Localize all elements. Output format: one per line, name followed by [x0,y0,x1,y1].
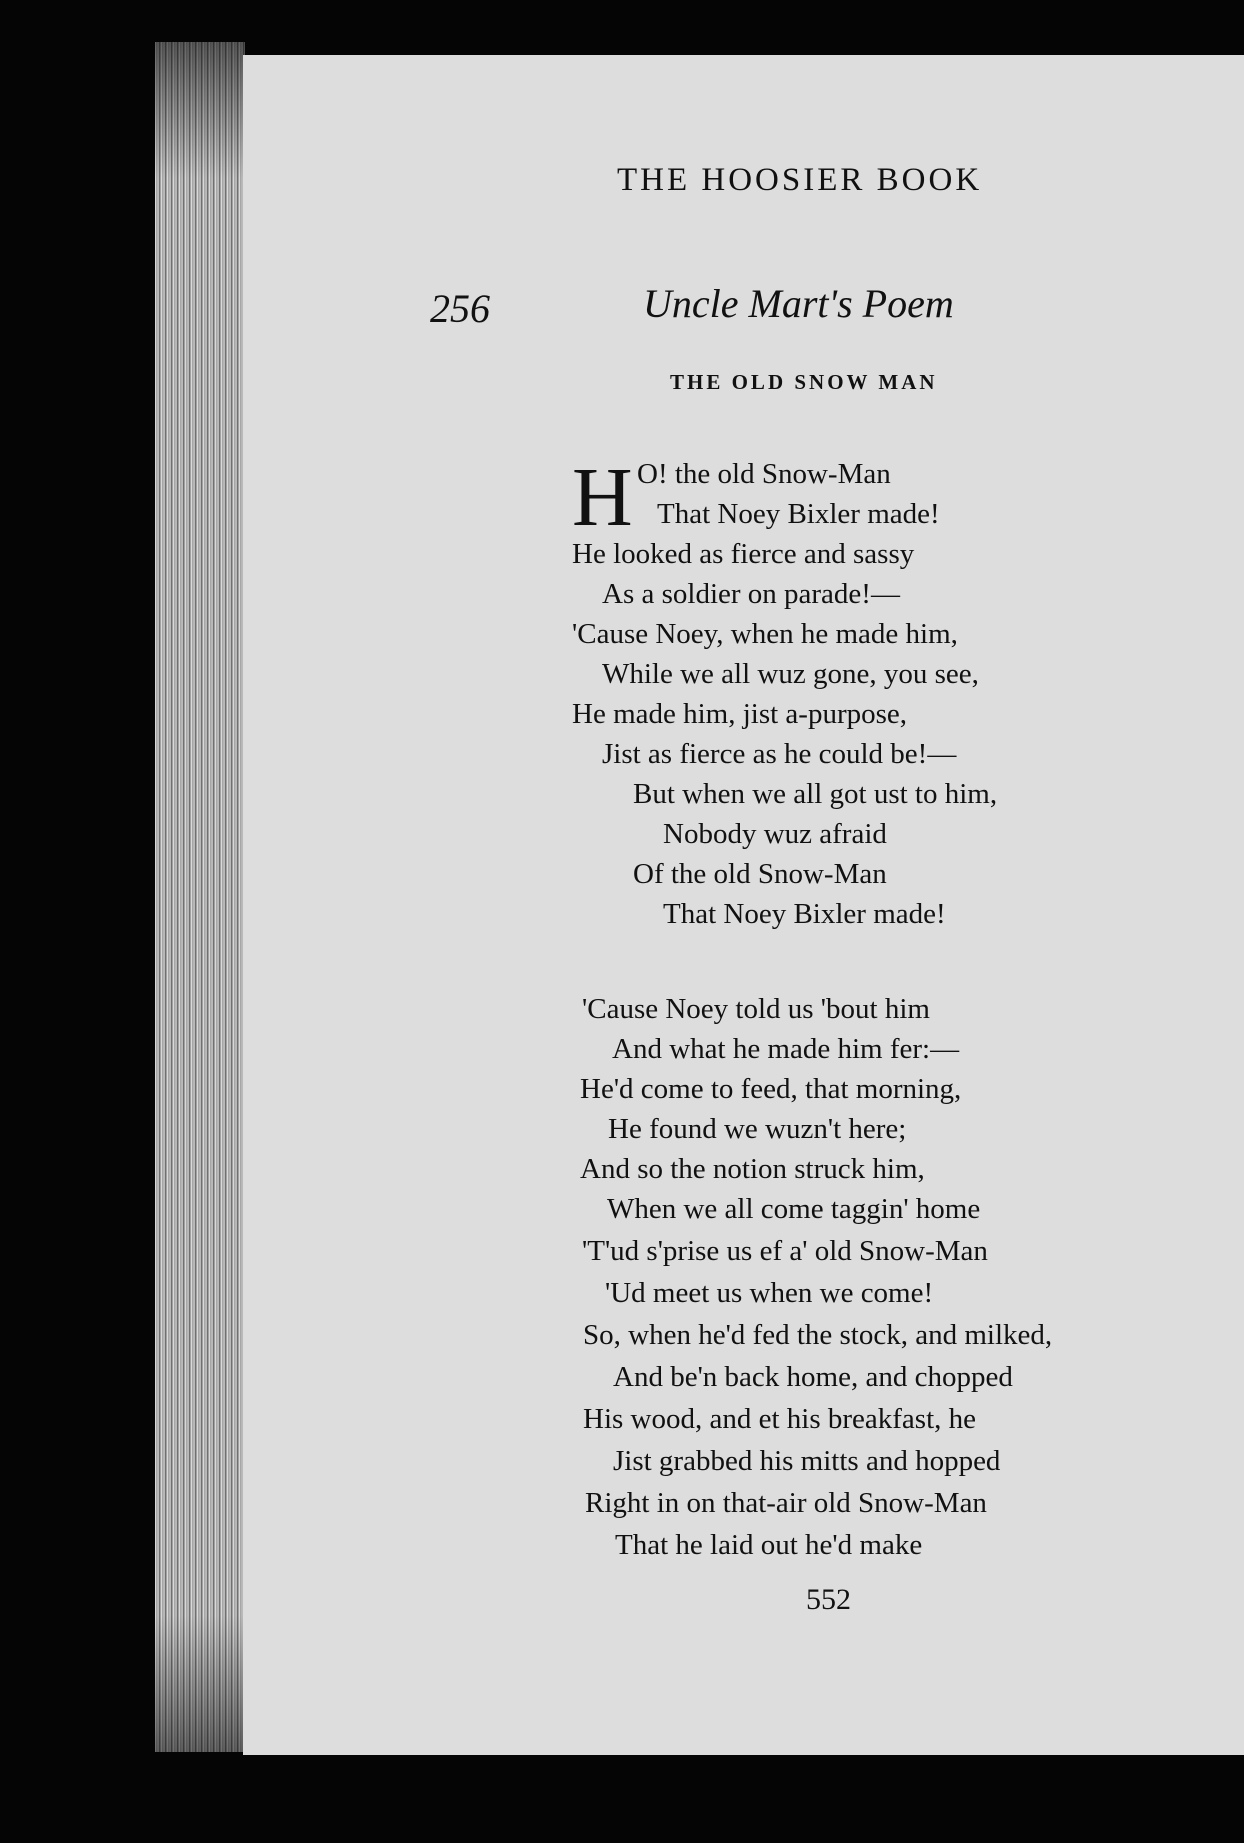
page-edges-shadow [155,42,245,1752]
drop-cap: H [572,451,633,544]
poem-line: Right in on that-air old Snow-Man [585,1487,987,1519]
poem-line: 'Cause Noey told us 'bout him [582,993,930,1025]
poem-line: So, when he'd fed the stock, and milked, [583,1319,1053,1351]
poem-line: And what he made him fer:— [612,1033,960,1065]
poem-line: 'Cause Noey, when he made him, [572,618,958,650]
poem-line: He found we wuzn't here; [608,1113,907,1145]
running-head: THE HOOSIER BOOK [617,162,983,198]
poem-line: Nobody wuz afraid [663,818,887,850]
poem-line: That Noey Bixler made! [657,498,940,530]
poem-line: While we all wuz gone, you see, [602,658,979,690]
poem-title: Uncle Mart's Poem [643,281,954,326]
poem-line: Of the old Snow-Man [633,858,887,890]
folio: 552 [806,1583,851,1616]
poem-line: O! the old Snow-Man [637,458,891,490]
poem-line: That he laid out he'd make [615,1529,923,1561]
poem-line: Jist grabbed his mitts and hopped [613,1445,1001,1477]
poem-line: His wood, and et his breakfast, he [583,1403,977,1435]
poem-line: And so the notion struck him, [580,1153,925,1185]
poem-line: As a soldier on parade!— [602,578,900,610]
poem-line: He'd come to feed, that morning, [580,1073,962,1105]
poem-line: When we all come taggin' home [607,1193,981,1225]
poem-subtitle: THE OLD SNOW MAN [670,370,938,394]
poem-line: 'T'ud s'prise us ef a' old Snow-Man [582,1235,988,1267]
poem-line: That Noey Bixler made! [663,898,946,930]
poem-line: And be'n back home, and chopped [613,1361,1013,1393]
poem-line: Jist as fierce as he could be!— [602,738,957,770]
poem-line: He looked as fierce and sassy [572,538,915,570]
page-number: 256 [430,286,490,331]
poem-line: He made him, jist a-purpose, [572,698,908,730]
poem-line: But when we all got ust to him, [633,778,998,810]
poem-line: 'Ud meet us when we come! [605,1277,934,1309]
